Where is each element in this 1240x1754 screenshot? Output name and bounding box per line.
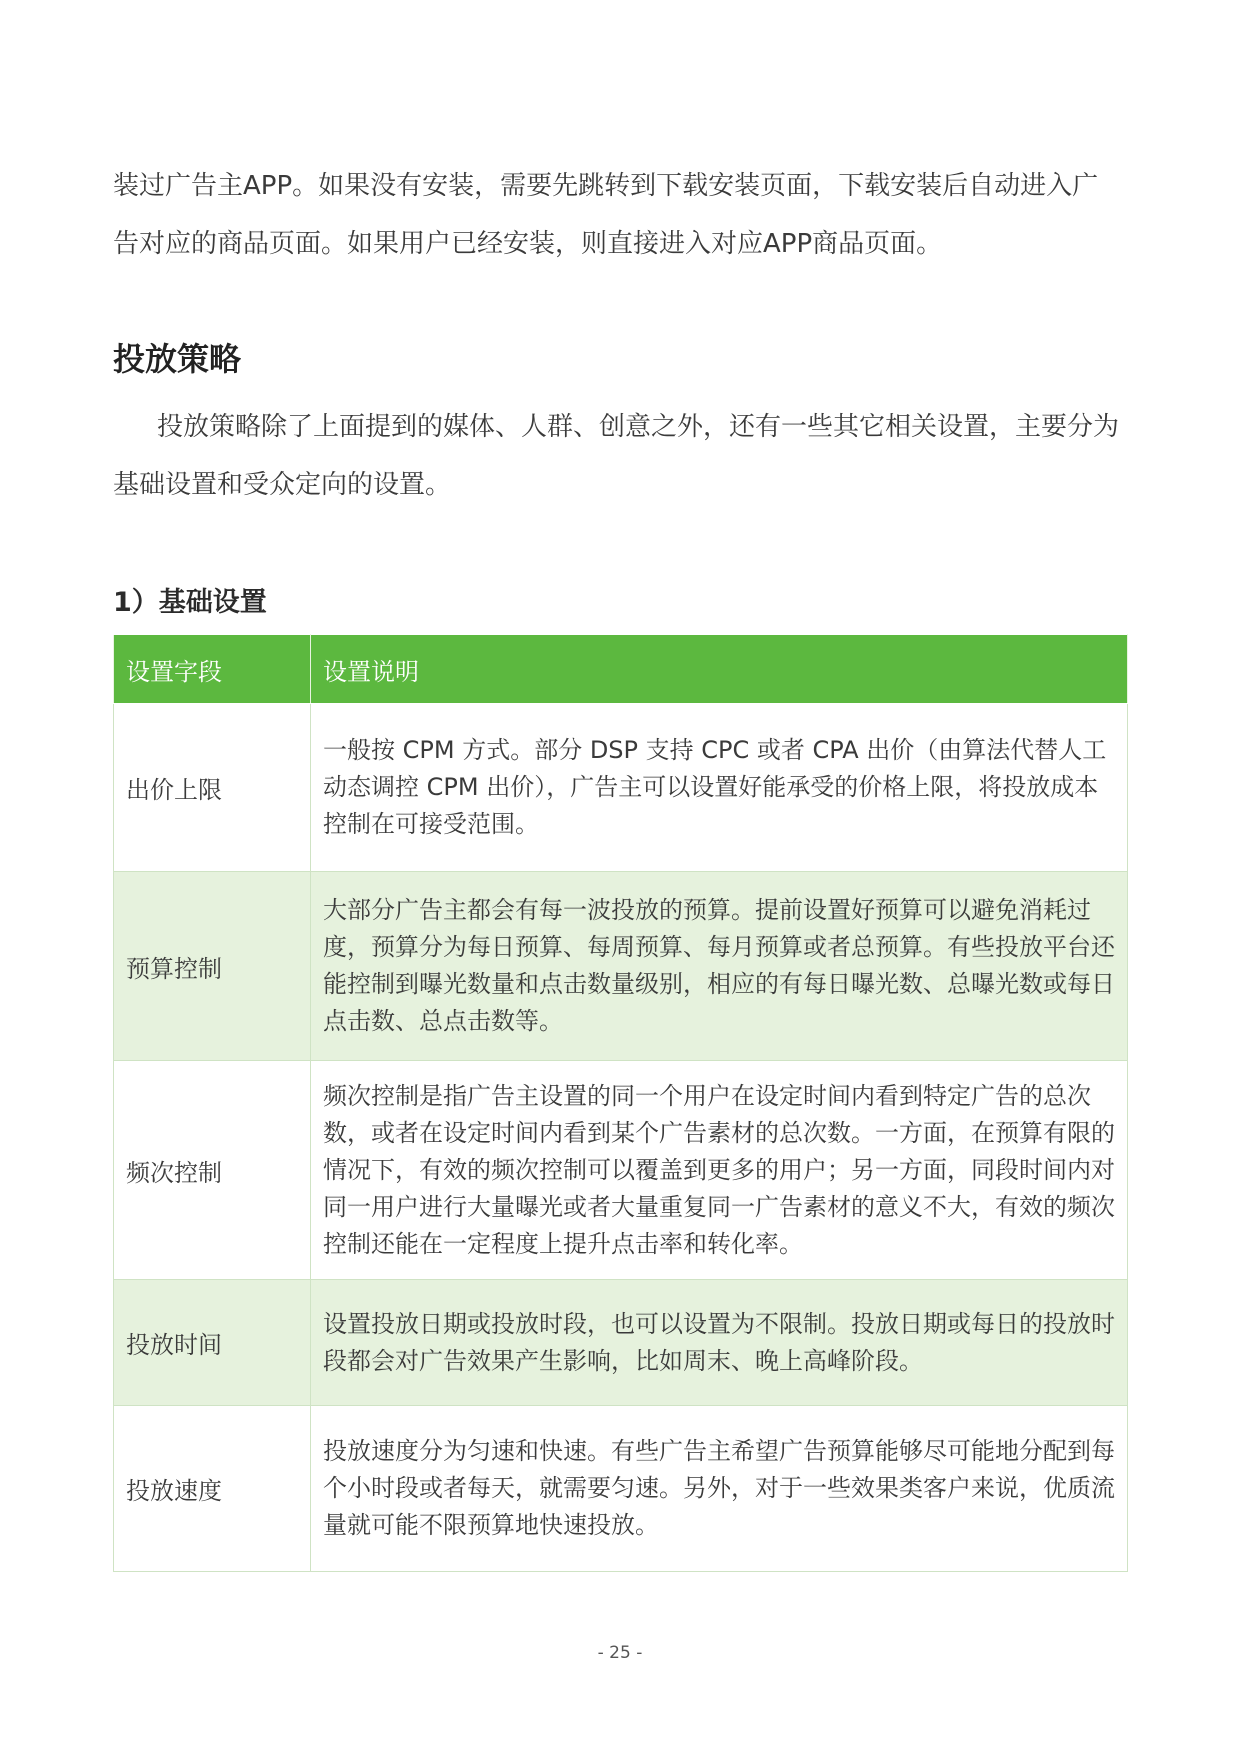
table-row: [114, 1406, 1128, 1572]
column-header-field: 设置字段: [114, 635, 311, 704]
table-row: [114, 1280, 1128, 1406]
subsection-title: 1）基础设置: [113, 587, 267, 618]
setting-description-cell: 大部分广告主都会有每一波投放的预算。提前设置好预算可以避免消耗过度，预算分为每日预算、每周预算、每月预算或者总预算。有些投放平台还能控制到曝光数量和点击数量级别，相应的有每日曝光数、总曝光数或每日点击数、总点击数等。: [311, 872, 1128, 1061]
page-number: - 25 -: [597, 1643, 643, 1663]
section-body-paragraph: 投放策略除了上面提到的媒体、人群、创意之外，还有一些其它相关设置，主要分为基础设置和受众定向的设置。: [113, 412, 1120, 500]
setting-field-cell: 投放速度: [114, 1406, 311, 1572]
setting-field-cell: 频次控制: [114, 1061, 311, 1280]
table-row: [114, 872, 1128, 1061]
setting-description-cell: 投放速度分为匀速和快速。有些广告主希望广告预算能够尽可能地分配到每个小时段或者每天，就需要匀速。另外，对于一些效果类客户来说，优质流量就可能不限预算地快速投放。: [311, 1406, 1128, 1572]
setting-field-cell: 预算控制: [114, 872, 311, 1061]
table-header-row: [114, 635, 1128, 704]
table-row: [114, 704, 1128, 872]
column-header-description: 设置说明: [311, 635, 1128, 704]
setting-field-cell: 出价上限: [114, 704, 311, 872]
setting-field-cell: 投放时间: [114, 1280, 311, 1406]
setting-description-cell: 频次控制是指广告主设置的同一个用户在设定时间内看到特定广告的总次数，或者在设定时间内看到某个广告素材的总次数。一方面，在预算有限的情况下，有效的频次控制可以覆盖到更多的用户；另一方面，同段时间内对同一用户进行大量曝光或者大量重复同一广告素材的意义不大，有效的频次控制还能在一定程度上提升点击率和转化率。: [311, 1061, 1128, 1280]
intro-paragraph: 装过广告主APP。如果没有安装，需要先跳转到下载安装页面，下载安装后自动进入广告对应的商品页面。如果用户已经安装，则直接进入对应APP商品页面。: [113, 171, 1099, 259]
section-title: 投放策略: [113, 340, 242, 378]
setting-description-cell: 一般按 CPM 方式。部分 DSP 支持 CPC 或者 CPA 出价（由算法代替人工动态调控 CPM 出价），广告主可以设置好能承受的价格上限，将投放成本控制在可接受范围。: [311, 704, 1128, 872]
table-row: [114, 1061, 1128, 1280]
setting-description-cell: 设置投放日期或投放时段，也可以设置为不限制。投放日期或每日的投放时段都会对广告效果产生影响，比如周末、晚上高峰阶段。: [311, 1280, 1128, 1406]
basic-settings-table: [113, 634, 1128, 1572]
